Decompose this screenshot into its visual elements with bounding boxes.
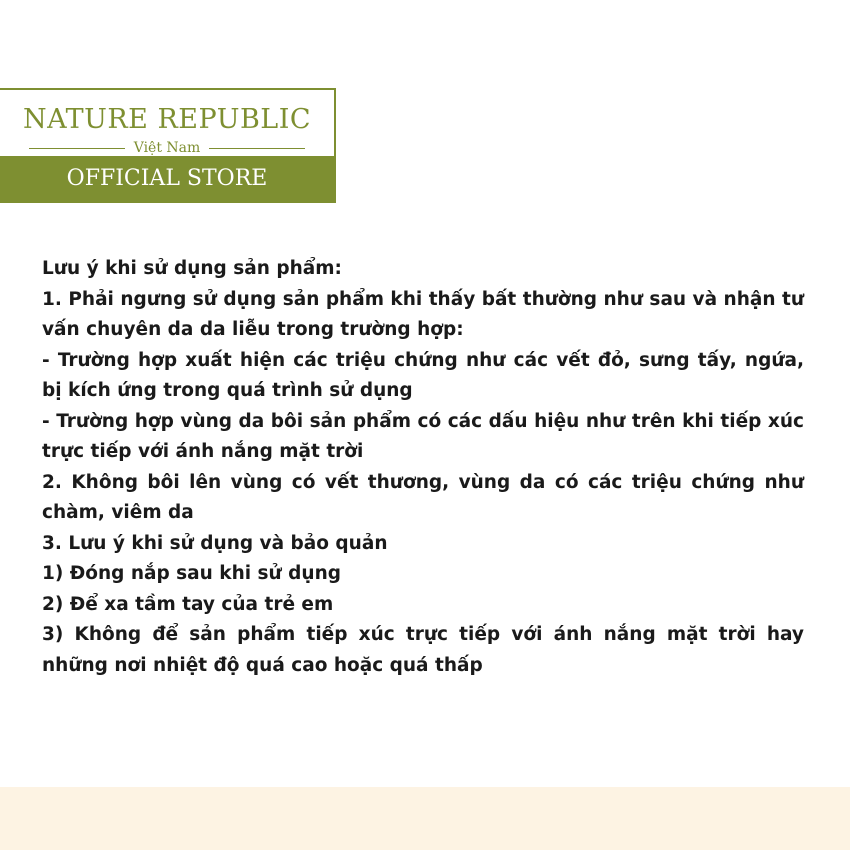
brand-logo (0, 88, 336, 203)
footer-band (0, 787, 850, 850)
note-item: 3. Lưu ý khi sử dụng và bảo quản (42, 532, 388, 554)
logo-subtitle (0, 140, 334, 156)
logo-country: Việt Nam (133, 140, 201, 156)
note-item: 2. Không bôi lên vùng có vết thương, vùng da có các triệu chứng như chàm, viêm da (42, 471, 804, 523)
logo-store-label: OFFICIAL STORE (66, 166, 268, 191)
logo-store-band (0, 156, 334, 201)
note-item: 1) Đóng nắp sau khi sử dụng (42, 563, 341, 584)
note-item: - Trường hợp xuất hiện các triệu chứng như các vết đỏ, sưng tấy, ngứa, bị kích ứng trong quá trình sử dụng (42, 349, 804, 401)
logo-brand-name: NATURE REPUBLIC (22, 104, 312, 135)
note-item: 2) Để xa tầm tay của trẻ em (42, 593, 334, 615)
note-item: - Trường hợp vùng da bôi sản phẩm có các dấu hiệu như trên khi tiếp xúc trực tiếp với ánh nắng mặt trời (42, 410, 804, 462)
note-item: 3) Không để sản phẩm tiếp xúc trực tiếp với ánh nắng mặt trời hay những nơi nhiệt độ quá cao hoặc quá thấp (42, 624, 804, 676)
usage-notes (42, 254, 804, 681)
note-item: 1. Phải ngưng sử dụng sản phẩm khi thấy bất thường như sau và nhận tư vấn chuyên da da liễu trong trường hợp: (42, 288, 804, 340)
notes-heading: Lưu ý khi sử dụng sản phẩm: (42, 258, 342, 279)
logo-rule-left (29, 148, 125, 149)
logo-rule-right (209, 148, 305, 149)
